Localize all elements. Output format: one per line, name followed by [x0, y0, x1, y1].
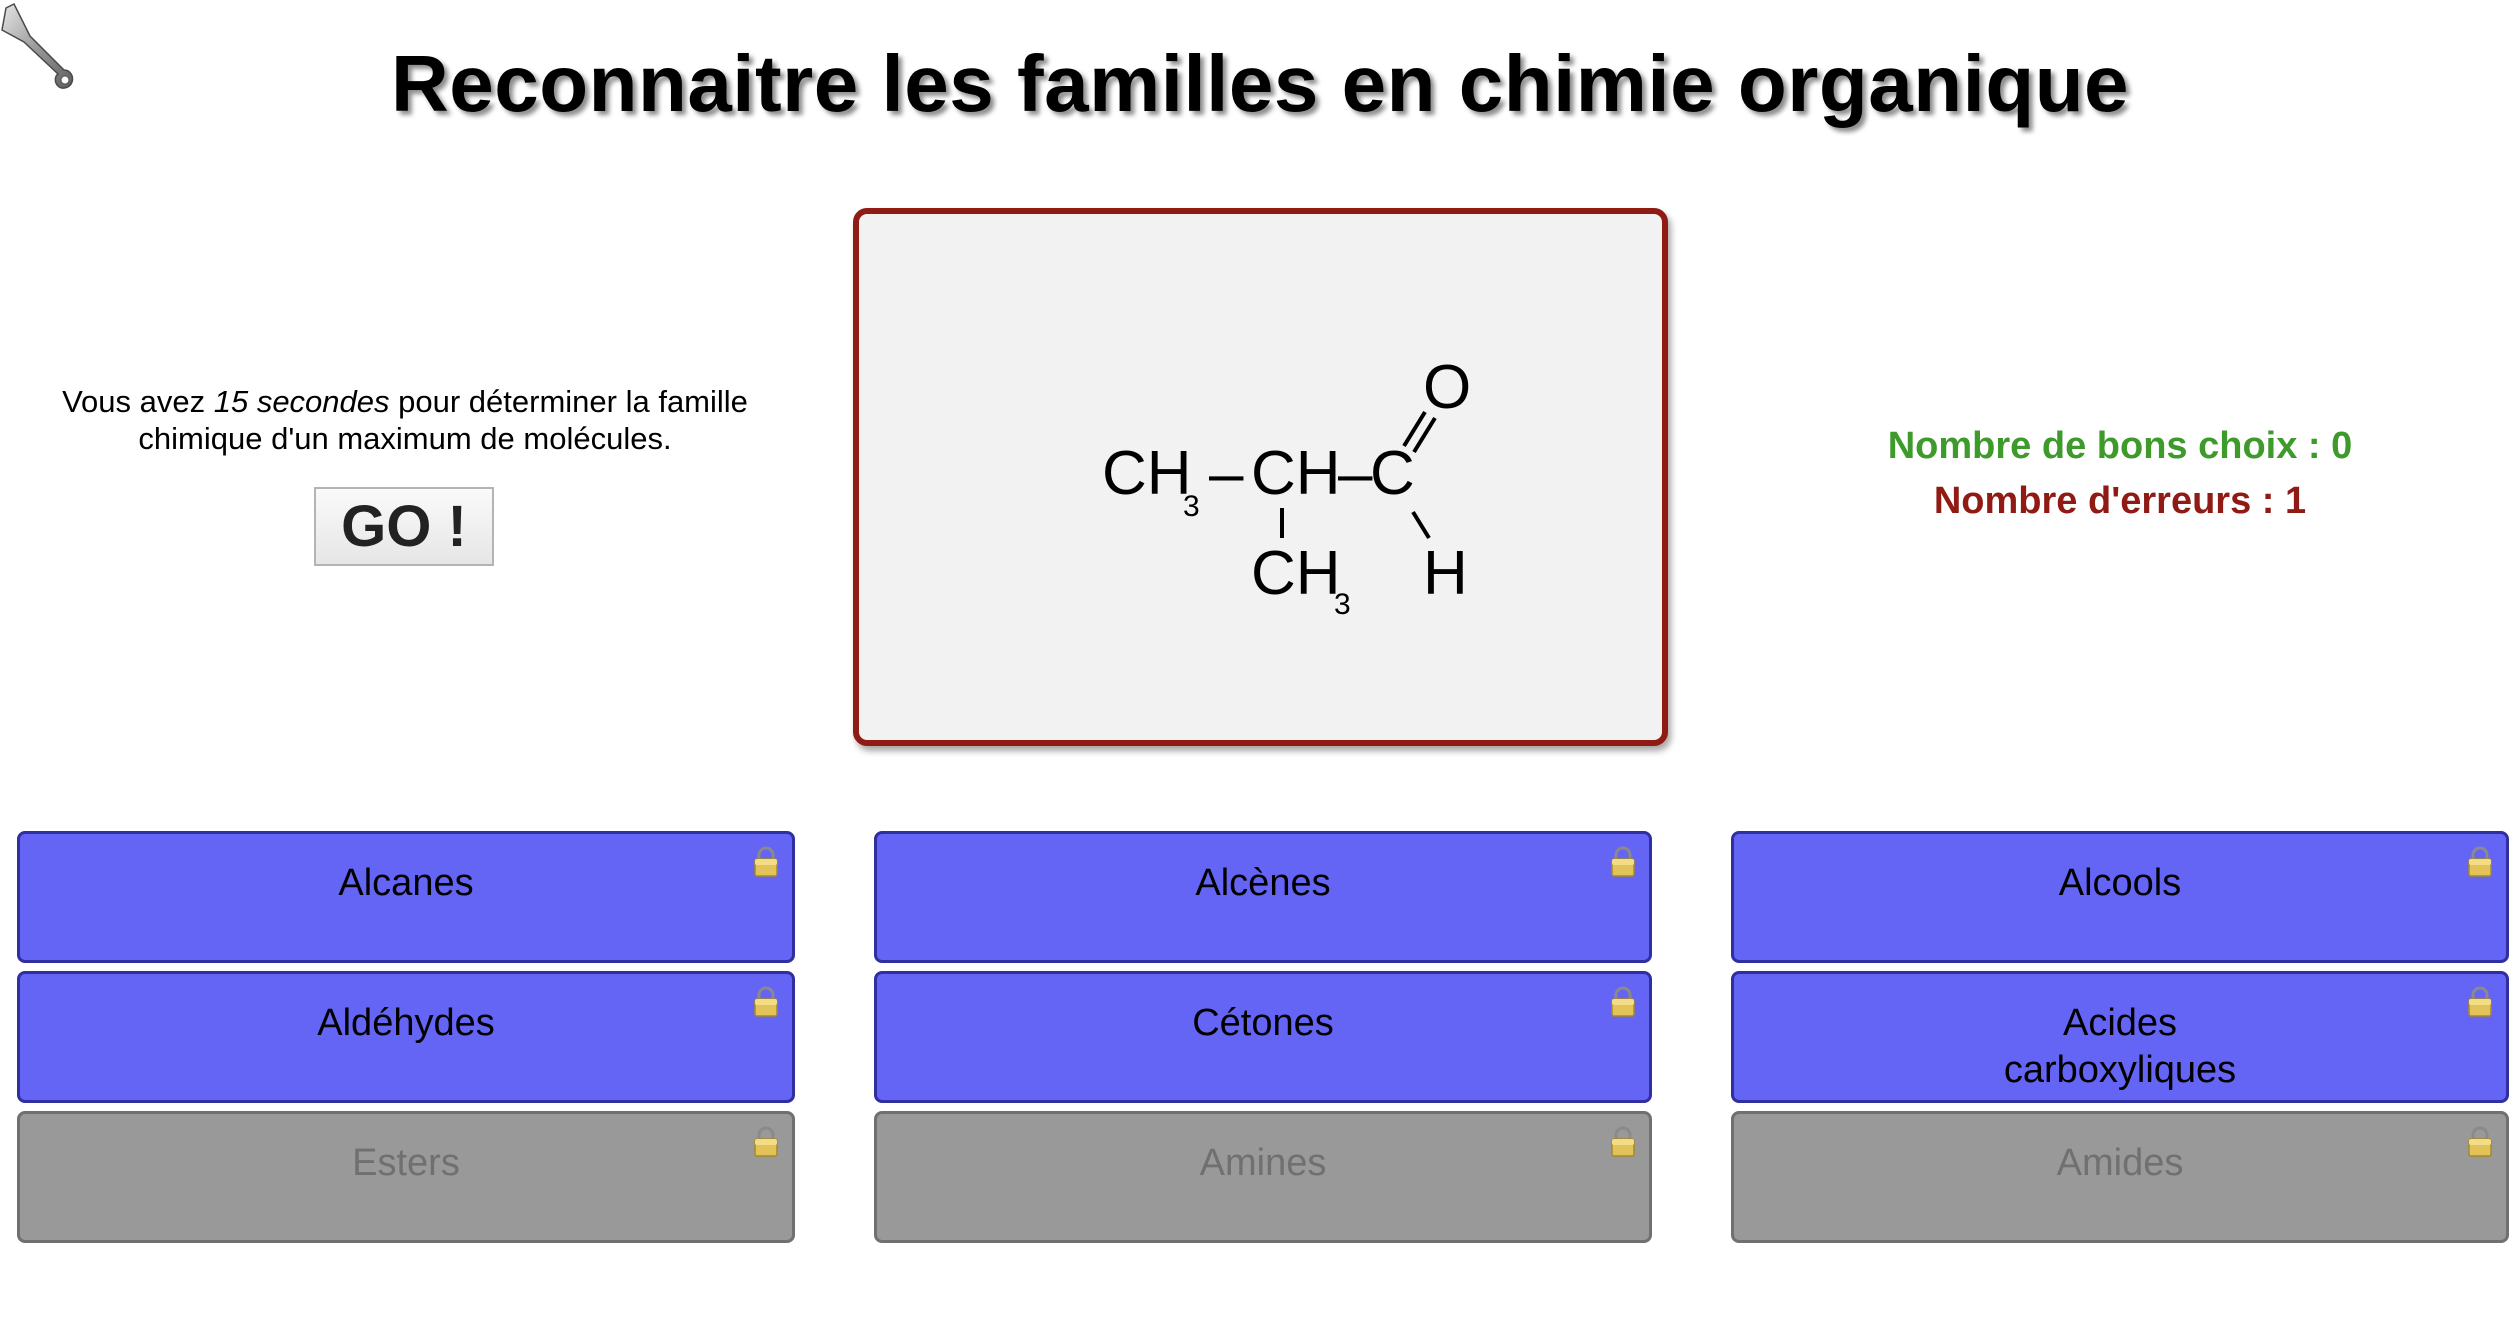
padlock-icon — [2466, 1124, 2494, 1158]
answer-label: Alcools — [2058, 862, 2182, 904]
molecule-oxygen: O — [1423, 353, 1472, 422]
answer-button-alcools[interactable] — [1731, 831, 2509, 963]
molecule-bond-1: – — [1209, 439, 1244, 508]
answer-label: Alcènes — [1195, 862, 1331, 904]
molecule-hydrogen: H — [1423, 539, 1468, 608]
molecule-ch-middle: CH — [1251, 439, 1341, 508]
answer-label: Aldéhydes — [317, 1002, 495, 1044]
padlock-icon — [1609, 844, 1637, 878]
padlock-icon — [2466, 844, 2494, 878]
molecule-ch3-left: CH — [1102, 439, 1192, 508]
answer-button-amides — [1731, 1111, 2509, 1243]
padlock-icon — [752, 844, 780, 878]
answer-label: Amides — [2056, 1142, 2184, 1184]
answer-button-esters — [17, 1111, 795, 1243]
instructions-text — [20, 383, 790, 457]
padlock-icon — [2466, 984, 2494, 1018]
answer-button-acides[interactable] — [1731, 971, 2509, 1103]
molecule-c-right: C — [1370, 439, 1415, 508]
errors-label: Nombre d'erreurs : — [1933, 480, 2285, 522]
instructions-suffix: pour déterminer la famille chimique d'un maximum de molécules. — [138, 384, 748, 456]
good-answers-label: Nombre de bons choix : — [1887, 425, 2332, 467]
molecule-ch3-branch-sub: 3 — [1334, 588, 1351, 621]
padlock-icon — [752, 984, 780, 1018]
molecule-ch3-branch: CH — [1251, 539, 1341, 608]
answer-label: Alcanes — [338, 862, 474, 904]
good-answers-count — [1780, 425, 2460, 468]
errors-count — [1780, 480, 2460, 523]
answer-button-cetones[interactable] — [874, 971, 1652, 1103]
molecule-ch-bond — [1413, 512, 1429, 538]
padlock-icon — [1609, 984, 1637, 1018]
instructions-prefix: Vous avez — [62, 384, 214, 419]
molecule-bond-2: – — [1338, 439, 1373, 508]
answer-button-alcenes[interactable] — [874, 831, 1652, 963]
molecule-card — [853, 208, 1668, 746]
answer-label: Amines — [1199, 1142, 1327, 1184]
molecule-diagram — [859, 214, 1662, 740]
molecule-ch3-left-sub: 3 — [1183, 490, 1200, 523]
errors-value: 1 — [2285, 480, 2307, 522]
answer-button-aldehydes[interactable] — [17, 971, 795, 1103]
padlock-icon — [752, 1124, 780, 1158]
go-button[interactable]: GO ! — [314, 487, 494, 566]
answer-label: Acides carboxyliques — [2003, 1002, 2237, 1091]
good-answers-value: 0 — [2331, 425, 2353, 467]
answer-button-alcanes[interactable] — [17, 831, 795, 963]
page-title: Reconnaitre les familles en chimie organique — [390, 39, 2130, 128]
padlock-icon — [1609, 1124, 1637, 1158]
answer-label: Esters — [352, 1142, 460, 1184]
instructions-time: 15 secondes — [213, 384, 390, 419]
answer-button-amines — [874, 1111, 1652, 1243]
answer-label: Cétones — [1192, 1002, 1334, 1044]
